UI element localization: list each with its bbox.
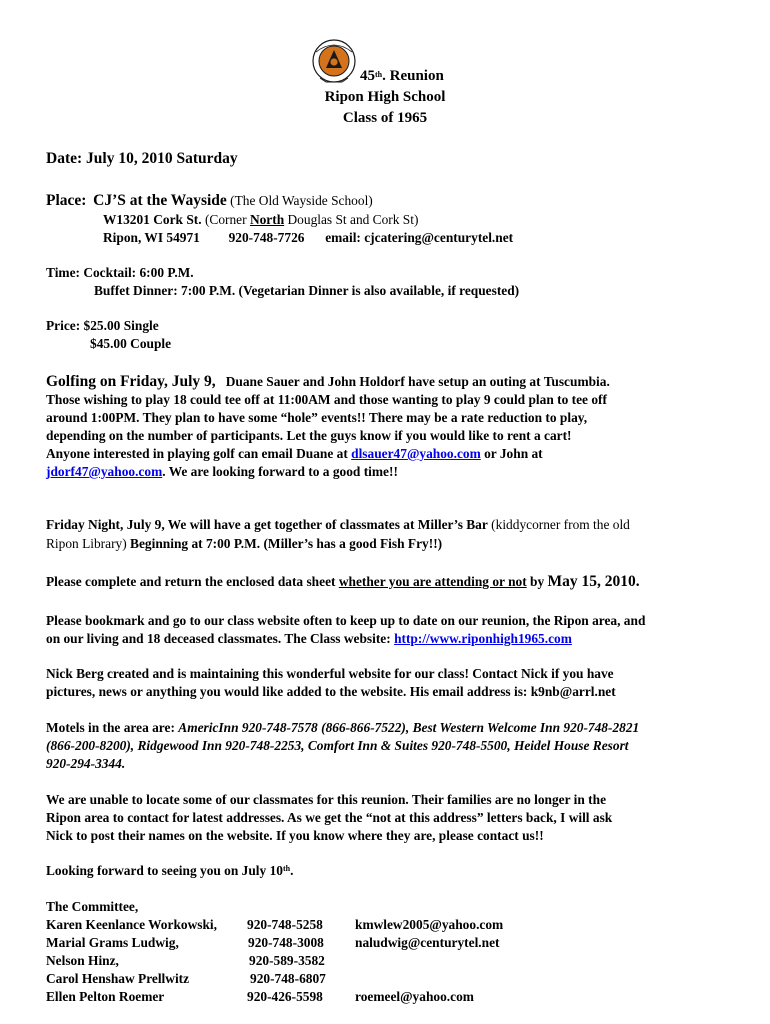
motels-line3: 920-294-3344. bbox=[46, 756, 126, 771]
golf-heading: Golfing on Friday, July 9, Duane Sauer and John Holdorf have setup an outing at Tuscumbia. bbox=[46, 373, 610, 390]
unable-line3: Nick to post their names on the website. If you know where they are, please contact us!! bbox=[46, 828, 544, 843]
member-name: Ellen Pelton Roemer bbox=[46, 989, 165, 1004]
member-email: naludwig@centurytel.net bbox=[355, 935, 500, 950]
member-email: kmwlew2005@yahoo.com bbox=[355, 917, 504, 932]
duane-email-link[interactable]: dlsauer47@yahoo.com bbox=[351, 446, 481, 461]
time-dinner: Buffet Dinner: 7:00 P.M. (Vegetarian Dinner is also available, if requested) bbox=[94, 283, 520, 298]
golf-line5: Anyone interested in playing golf can email Duane at dlsauer47@yahoo.com or John at bbox=[46, 446, 543, 461]
place-contact: Ripon, WI 54971 920-748-7726 email: cjcatering@centurytel.net bbox=[103, 230, 514, 245]
member-phone: 920-748-5258 bbox=[247, 917, 323, 932]
member-name: Marial Grams Ludwig, bbox=[46, 935, 179, 950]
class-website-link[interactable]: http://www.riponhigh1965.com bbox=[394, 631, 572, 646]
john-email-link[interactable]: jdorf47@yahoo.com bbox=[46, 464, 163, 479]
time-cocktail: Time: Cocktail: 6:00 P.M. bbox=[46, 265, 194, 280]
nick-line1: Nick Berg created and is maintaining this wonderful website for our class! Contact Nick if you have bbox=[46, 666, 614, 681]
looking-forward: Looking forward to seeing you on July 10th. bbox=[46, 863, 294, 878]
member-phone: 920-748-3008 bbox=[248, 935, 324, 950]
member-email: roemeel@yahoo.com bbox=[355, 989, 474, 1004]
motels-line2: (866-200-8200), Ridgewood Inn 920-748-2253, Comfort Inn & Suites 920-748-5500, Heidel House Resort bbox=[46, 738, 629, 753]
member-phone: 920-426-5598 bbox=[247, 989, 323, 1004]
place-address: W13201 Cork St. (Corner North Douglas St and Cork St) bbox=[103, 212, 419, 227]
nick-line2: pictures, news or anything you would like added to the website. His email address is: k9nb@arrl.net bbox=[46, 684, 616, 699]
event-date: Date: July 10, 2010 Saturday bbox=[46, 150, 238, 167]
member-phone: 920-748-6807 bbox=[250, 971, 326, 986]
friday-line2: Ripon Library) Beginning at 7:00 P.M. (Miller’s has a good Fish Fry!!) bbox=[46, 536, 443, 551]
member-name: Carol Henshaw Prellwitz bbox=[46, 971, 190, 986]
member-name: Karen Keenlance Workowski, bbox=[46, 917, 217, 932]
friday-line1: Friday Night, July 9, We will have a get together of classmates at Miller’s Bar (kiddycorner from the old bbox=[46, 517, 630, 532]
reunion-title: 45th. Reunion bbox=[360, 68, 444, 84]
unable-line2: Ripon area to contact for latest addresses. As we get the “not at this address” letters back, I will ask bbox=[46, 810, 613, 825]
member-phone: 920-589-3582 bbox=[249, 953, 325, 968]
committee-heading: The Committee, bbox=[46, 899, 139, 914]
event-place: Place: CJ’S at the Wayside (The Old Wayside School) bbox=[46, 192, 373, 209]
member-name: Nelson Hinz, bbox=[46, 953, 119, 968]
class-year: Class of 1965 bbox=[342, 110, 428, 126]
golf-line4: depending on the number of participants. Let the guys know if you would like to rent a cart! bbox=[46, 428, 572, 443]
golf-line3: around 1:00PM. They plan to have some “hole” events!! There may be a rate reduction to play, bbox=[46, 410, 588, 425]
complete-notice: Please complete and return the enclosed data sheet whether you are attending or not by May 15, 2010. bbox=[46, 573, 640, 590]
unable-line1: We are unable to locate some of our classmates for this reunion. Their families are no longer in the bbox=[46, 792, 607, 807]
motels-line1: Motels in the area are: AmericInn 920-748-7578 (866-866-7522), Best Western Welcome Inn 920-748-2821 bbox=[46, 720, 640, 735]
school-name: Ripon High School bbox=[324, 89, 446, 105]
school-seal-logo bbox=[310, 38, 358, 84]
bookmark-line1: Please bookmark and go to our class website often to keep up to date on our reunion, the Ripon area, and bbox=[46, 613, 646, 628]
price-couple: $45.00 Couple bbox=[90, 336, 172, 351]
price-single: Price: $25.00 Single bbox=[46, 318, 159, 333]
golf-line2: Those wishing to play 18 could tee off at 11:00AM and those wanting to play 9 could plan to tee off bbox=[46, 392, 607, 407]
golf-line6: jdorf47@yahoo.com. We are looking forward to a good time!! bbox=[46, 464, 398, 479]
bookmark-line2: on our living and 18 deceased classmates. The Class website: http://www.riponhigh1965.com bbox=[46, 631, 572, 646]
